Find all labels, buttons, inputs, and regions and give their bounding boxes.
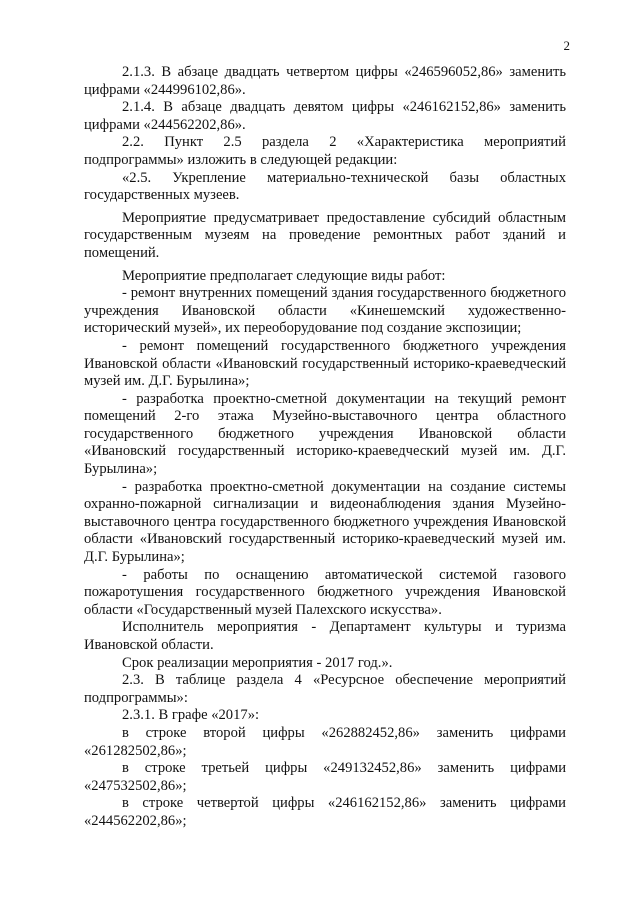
list-item-kineshma-museum: - ремонт внутренних помещений здания государственного бюджетного учреждения Ивановской области «Кинешемский художественно-исторический музей», их переоборудование под создание экспозиции;: [84, 285, 566, 337]
document-body: [84, 64, 566, 831]
paragraph-row-fourth: в строке четвертой цифры «246162152,86» заменить цифрами «244562202,86»;: [84, 795, 566, 829]
list-item-burylin-museum-repair: - ремонт помещений государственного бюджетного учреждения Ивановской области «Ивановский государственный историко-краеведческий музей им. Д.Г. Бурылина»;: [84, 337, 566, 390]
paragraph-2-1-4: 2.1.4. В абзаце двадцать девятом цифры «246162152,86» заменить цифрами «244562202,86».: [84, 99, 566, 133]
paragraph-work-types-intro: Мероприятие предполагает следующие виды работ:: [122, 267, 446, 284]
paragraph-row-third: в строке третьей цифры «249132452,86» заменить цифрами «247532502,86»;: [84, 760, 566, 794]
list-item-palekh-museum-fire-system: - работы по оснащению автоматической системой газового пожаротушения государственного бюджетного учреждения Ивановской области «Государственный музей Палехского искусства».: [84, 566, 566, 618]
list-item-security-system-documentation: - разработка проектно-сметной документации на создание системы охранно-пожарной сигнализации и видеонаблюдения здания Музейно-выставочного центра государственного бюджетного учреждения Ивановской области «Ивановский государственный историко-краеведческий музей им. Д.Г. Бурылина»;: [84, 478, 566, 566]
list-item-exhibition-center-documentation: - разработка проектно-сметной документации на текущий ремонт помещений 2-го этажа Музейно-выставочного центра областного государственного бюджетного учреждения Ивановской области «Ивановский государственный историко-краеведческий музей им. Д.Г. Бурылина»;: [84, 390, 566, 478]
page-number: 2: [563, 38, 570, 53]
paragraph-measure-description: Мероприятие предусматривает предоставление субсидий областным государственным музеям на проведение ремонтных работ зданий и помещений.: [84, 209, 566, 261]
paragraph-2-3-1: 2.3.1. В графе «2017»:: [122, 707, 260, 724]
paragraph-2-5-heading: «2.5. Укрепление материально-технической базы областных государственных музеев.: [84, 169, 566, 204]
paragraph-2-2: 2.2. Пункт 2.5 раздела 2 «Характеристика мероприятий подпрограммы» изложить в следующей редакции:: [84, 134, 566, 168]
paragraph-2-1-3: 2.1.3. В абзаце двадцать четвертом цифры «246596052,86» заменить цифрами «244996102,86».: [84, 64, 566, 98]
paragraph-2-3: 2.3. В таблице раздела 4 «Ресурсное обеспечение мероприятий подпрограммы»:: [84, 672, 566, 706]
paragraph-executor: Исполнитель мероприятия - Департамент культуры и туризма Ивановской области.: [84, 619, 566, 653]
paragraph-implementation-term: Срок реализации мероприятия - 2017 год.».: [122, 654, 393, 671]
paragraph-row-second: в строке второй цифры «262882452,86» заменить цифрами «261282502,86»;: [84, 724, 566, 759]
